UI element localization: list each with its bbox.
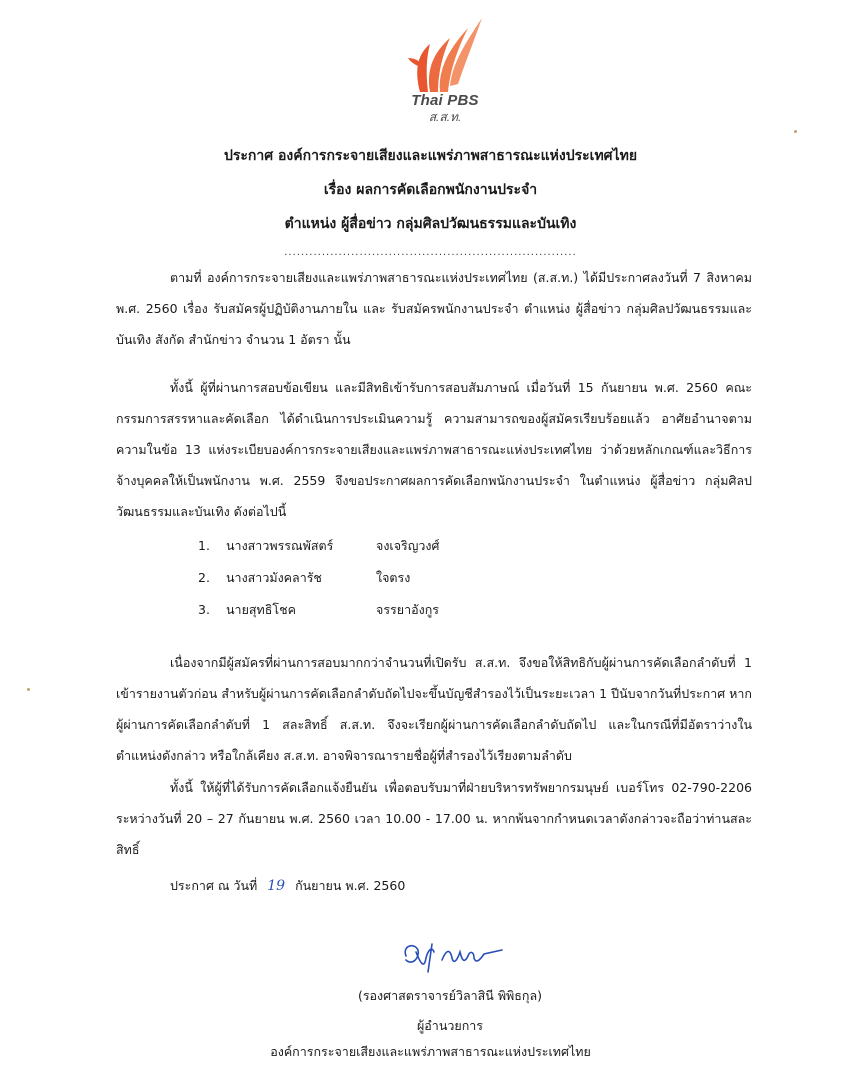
paragraph-reserve-list (116, 647, 752, 771)
thai-pbs-logo (398, 14, 488, 124)
candidate-last-name: จงเจริญวงศ์ (376, 538, 440, 553)
candidate-row (198, 562, 439, 594)
dotted-separator: ...................................................................... (284, 247, 577, 258)
signature (398, 936, 508, 980)
signer-organization: องค์การกระจายเสียงและแพร่ภาพสาธารณะแห่งประเทศไทย (270, 1044, 591, 1059)
candidate-first-name: นายสุทธิโชค (226, 602, 296, 617)
announcement-position: ตำแหน่ง ผู้สื่อข่าว กลุ่มศิลปวัฒนธรรมและบันเทิง (284, 216, 577, 232)
paragraph-reserve-list-text: เนื่องจากมีผู้สมัครที่ผ่านการสอบมากกว่าจำนวนที่เปิดรับ ส.ส.ท. จึงขอให้สิทธิกับผู้ผ่านการคัดเลือกลำดับที่ 1 เข้ารายงานตัวก่อน สำหรับผู้ผ่านการคัดเลือกลำดับถัดไปจะขึ้นบัญชีสำรองไว้เป็นระยะเวลา 1 ปีนับจากวันที่ประกาศ หากผู้ผ่านการคัดเลือกลำดับที่ 1 สละสิทธิ์ ส.ส.ท. จึงจะเรียกผู้ผ่านการคัดเลือกลำดับถัดไป และในกรณีที่มีอัตราว่างในตำแหน่งดังกล่าว หรือใกล้เคียง ส.ส.ท. อาจพิจารณารายชื่อผู้ที่สำรองไว้เรียงตามลำดับ (116, 655, 752, 763)
announcement-date (170, 876, 405, 896)
paragraph-selection-process (116, 372, 752, 527)
paragraph-confirmation (116, 772, 752, 865)
candidate-last-name: จรรยาอังกูร (376, 602, 439, 617)
date-day-handwritten: 19 (267, 878, 286, 894)
announcement-title: ประกาศ องค์การกระจายเสียงและแพร่ภาพสาธารณะแห่งประเทศไทย (223, 148, 638, 164)
candidate-first-name: นางสาวพรรณพัสตร์ (226, 538, 334, 553)
announcement-subject: เรื่อง ผลการคัดเลือกพนักงานประจำ (323, 182, 538, 198)
candidate-number: 1. (198, 538, 210, 553)
date-prefix: ประกาศ ณ วันที่ (170, 878, 258, 893)
bird-logo-icon (406, 14, 484, 94)
candidate-list (198, 530, 439, 626)
logo-brand-text: Thai PBS (411, 92, 479, 109)
signer-title: ผู้อำนวยการ (416, 1018, 484, 1033)
signature-icon (398, 936, 508, 976)
candidate-first-name: นางสาวมังคลารัช (226, 570, 322, 585)
candidate-number: 2. (198, 570, 210, 585)
paragraph-selection-process-text: ทั้งนี้ ผู้ที่ผ่านการสอบข้อเขียน และมีสิทธิเข้ารับการสอบสัมภาษณ์ เมื่อวันที่ 15 กันยายน พ.ศ. 2560 คณะกรรมการสรรหาและคัดเลือก ได้ดำเนินการประเมินความรู้ ความสามารถของผู้สมัครเรียบร้อยแล้ว อาศัยอำนาจตามความในข้อ 13 แห่งระเบียบองค์การกระจายเสียงและแพร่ภาพสาธารณะแห่งประเทศไทย ว่าด้วยหลักเกณฑ์และวิธีการจ้างบุคคลให้เป็นพนักงาน พ.ศ. 2559 จึงขอประกาศผลการคัดเลือกพนักงานประจำ ในตำแหน่ง ผู้สื่อข่าว กลุ่มศิลปวัฒนธรรมและบันเทิง ดังต่อไปนี้ (116, 380, 752, 519)
paragraph-confirmation-text: ทั้งนี้ ให้ผู้ที่ได้รับการคัดเลือกแจ้งยืนยัน เพื่อตอบรับมาที่ฝ่ายบริหารทรัพยากรมนุษย์ เบอร์โทร 02-790-2206 ระหว่างวันที่ 20 – 27 กันยายน พ.ศ. 2560 เวลา 10.00 - 17.00 น. หากพ้นจากกำหนดเวลาดังกล่าวจะถือว่าท่านสละสิทธิ์ (116, 780, 752, 857)
scan-speck (27, 688, 30, 691)
logo-sub-text: ส.ส.ท. (428, 110, 462, 124)
candidate-row (198, 530, 439, 562)
scan-speck (794, 130, 797, 133)
paragraph-background-text: ตามที่ องค์การกระจายเสียงและแพร่ภาพสาธารณะแห่งประเทศไทย (ส.ส.ท.) ได้มีประกาศลงวันที่ 7 สิงหาคม พ.ศ. 2560 เรื่อง รับสมัครผู้ปฏิบัติงานภายใน และ รับสมัครพนักงานประจำ ตำแหน่ง ผู้สื่อข่าว กลุ่มศิลปวัฒนธรรมและบันเทิง สังกัด สำนักข่าว จำนวน 1 อัตรา นั้น (116, 270, 752, 347)
candidate-number: 3. (198, 602, 210, 617)
candidate-last-name: ใจตรง (376, 570, 411, 585)
date-suffix: กันยายน พ.ศ. 2560 (295, 878, 406, 893)
signer-name: (รองศาสตราจารย์วิลาสินี พิพิธกุล) (357, 988, 543, 1003)
paragraph-background (116, 262, 752, 355)
candidate-row (198, 594, 439, 626)
